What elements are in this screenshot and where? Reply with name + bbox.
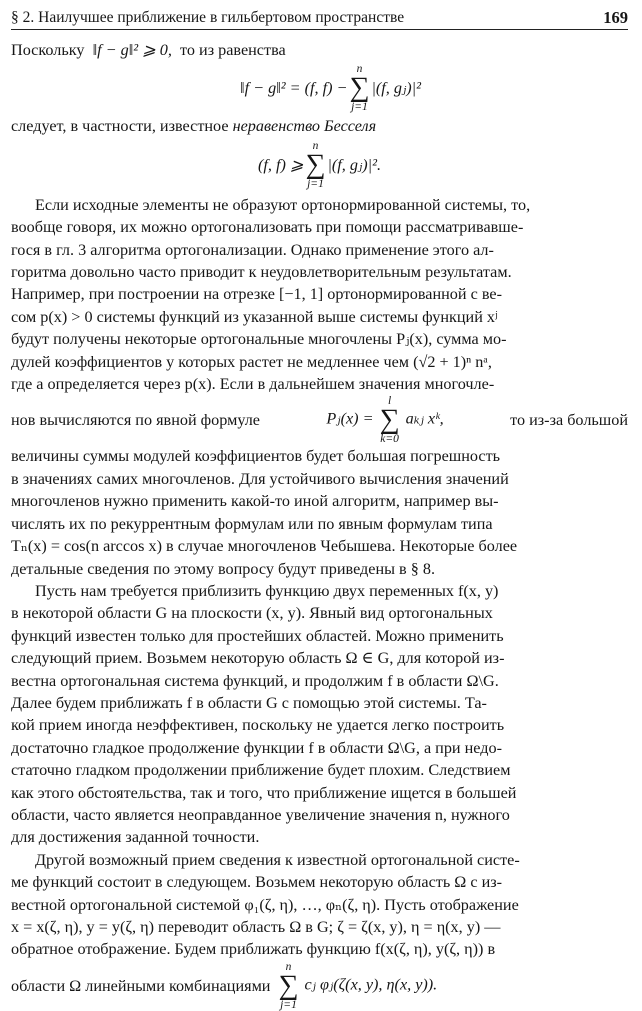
text-line: области, часто является неоправданное увеличение значения n, нужного — [11, 805, 510, 824]
section-title: § 2. Наилучшее приближение в гильбертовом пространстве — [11, 8, 405, 26]
text-line: сом p(x) > 0 системы функций из указанной выше системы функций xʲ — [11, 307, 498, 326]
text-line: обратное отображение. Будем приближать функцию f(x(ζ, η), y(ζ, η)) в — [11, 940, 496, 959]
text-line: Например, при построении на отрезке [−1, 1] ортонормированной с ве- — [11, 285, 502, 304]
text-line: дулей коэффициентов у которых растет не медленнее чем (√2 + 1)ⁿ nᵃ, — [11, 352, 492, 371]
text-line: следующий прием. Возьмем некоторую область Ω ∈ G, для которой из- — [11, 649, 505, 668]
explicit-formula: Pⱼ(x) = l ∑ k=0 aₖⱼ xᵏ, — [326, 395, 444, 446]
equation-norm-identity: ‖f − g‖² = (f, f) − n ∑ j=1 |(f, gⱼ)|² — [240, 63, 421, 114]
text-line: как этого обстоятельства, так и того, что приближение ищется в большей — [11, 783, 517, 802]
text-line: Tₙ(x) = cos(n arccos x) в случае многочленов Чебышева. Некоторые более — [11, 537, 518, 556]
running-head — [11, 2, 628, 30]
text-line: будут получены некоторые ортогональные многочлены Pⱼ(x), сумма мо- — [11, 330, 507, 349]
equation-bessel: (f, f) ⩾ n ∑ j=1 |(f, gⱼ)|². — [258, 139, 381, 190]
text-line: где a определяется через p(x). Если в дальнейшем значения многочле- — [11, 375, 495, 394]
norm-inequality: ‖f − g‖² ⩾ 0, — [92, 41, 172, 59]
text-line: Пусть нам требуется приблизить функцию двух переменных f(x, y) — [35, 581, 499, 600]
text-line: достаточно гладкое продолжение функции f в области Ω\G, а при недо- — [11, 738, 502, 757]
text-line: величины суммы модулей коэффициентов будет большая погрешность — [11, 447, 501, 466]
text-line: ме функций состоит в следующем. Возьмем некоторую область Ω с из- — [11, 873, 503, 892]
paragraph-two-variable-approximation — [11, 580, 628, 849]
text-line: гося в гл. 3 алгоритма ортогонализации. Однако применение этого ал- — [11, 240, 494, 259]
intro-line-1: Поскольку ‖f − g‖² ⩾ 0, то из равенства — [11, 41, 286, 59]
text-line: кой прием иногда неэффективен, поскольку не удается легко построить — [11, 716, 505, 735]
text-line: вообще говоря, их можно ортогонализовать при помощи рассматривавше- — [11, 218, 524, 237]
bessel-inequality-term: неравенство Бесселя — [232, 117, 377, 136]
text-line: x = x(ζ, η), y = y(ζ, η) переводит область Ω в G; ζ = ζ(x, y), η = η(x, y) — — [11, 918, 501, 936]
linear-combination-formula: n ∑ j=1 cⱼ φⱼ(ζ(x, y), η(x, y)). — [278, 960, 438, 1011]
intro-line-2: следует, в частности, известное неравенство Бесселя — [11, 117, 377, 136]
paragraph-orthogonalization — [11, 194, 628, 580]
text-line: многочленов нужно применить какой-то иной алгоритм, например вы- — [11, 492, 499, 511]
paragraph-mapping-method — [11, 849, 628, 1011]
explicit-formula-line: нов вычисляются по явной формуле Pⱼ(x) = l ∑ k=0 aₖⱼ xᵏ, то из-за большой — [11, 395, 628, 446]
text-line: вестной ортогональной системой φ₁(ζ, η), …, φₙ(ζ, η). Пусть отображение — [11, 895, 519, 914]
text-line: в некоторой области G на плоскости (x, y). Явный вид ортогональных — [11, 604, 493, 623]
text-line: в значениях самих многочленов. Для устойчивого вычисления значений — [11, 469, 509, 488]
text-line: статочно гладком продолжении приближение будет плохим. Следствием — [11, 761, 511, 780]
summation-symbol: l ∑ k=0 — [379, 395, 400, 446]
text-line: Если исходные элементы не образуют ортонормированной системы, то, — [35, 195, 531, 214]
text-line: для достижения заданной точности. — [11, 828, 260, 847]
summation-symbol: n ∑ j=1 — [305, 139, 326, 190]
text-line: Далее будем приближать f в области G с помощью этой системы. Та- — [11, 693, 487, 712]
linear-combination-line: области Ω линейными комбинациями n ∑ j=1 cⱼ φⱼ(ζ(x, y), η(x, y)). — [11, 960, 438, 1011]
summation-symbol: n ∑ j=1 — [278, 960, 299, 1011]
text-line: детальные сведения по этому вопросу будут приведены в § 8. — [11, 559, 436, 578]
summation-symbol: n ∑ j=1 — [349, 63, 370, 114]
page-number: 169 — [603, 7, 628, 27]
text-line: Другой возможный прием сведения к известной ортогональной систе- — [35, 850, 520, 869]
text-line: числять их по рекуррентным формулам или по явным формулам типа — [11, 514, 493, 533]
text-line: функций известен только для простейших областей. Можно применить — [11, 626, 504, 645]
text-line: вестна ортогональная система функций, и продолжим f в области Ω\G. — [11, 671, 499, 690]
text-line: горитма довольно часто приводит к неудовлетворительным результатам. — [11, 263, 512, 282]
